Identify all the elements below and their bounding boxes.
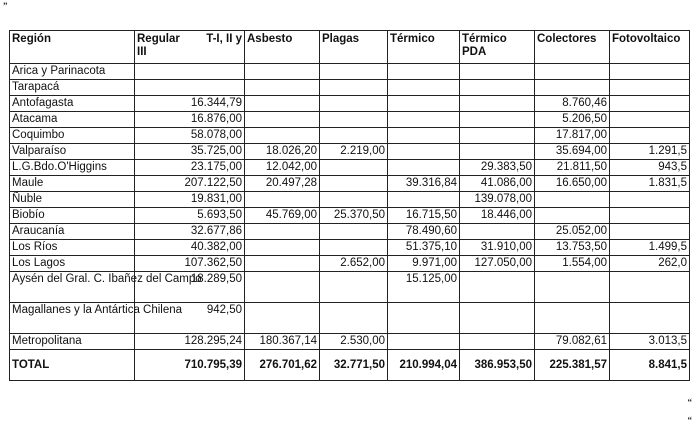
- table-row: [10, 112, 690, 128]
- cell-fotovoltaico: [610, 208, 690, 224]
- cell-region: Maule: [10, 176, 135, 192]
- header-termico-pda: Térmico PDA: [460, 31, 535, 64]
- cell-regular: 207.122,50: [135, 176, 245, 192]
- cell-termico-pda: [460, 128, 535, 144]
- cell-fotovoltaico: 943,5: [610, 160, 690, 176]
- quote-mark-right: “: [687, 397, 692, 407]
- table-row: [10, 80, 690, 96]
- header-regular: [135, 31, 245, 64]
- cell-fotovoltaico: 1.831,5: [610, 176, 690, 192]
- table-header-row: [10, 31, 690, 64]
- header-regular-label: Regular: [137, 33, 180, 45]
- cell-fotovoltaico: 1.291,5: [610, 144, 690, 160]
- total-colectores: 225.381,57: [535, 350, 610, 381]
- cell-plagas: 2.219,00: [320, 144, 388, 160]
- cell-fotovoltaico: [610, 272, 690, 303]
- cell-colectores: 8.760,46: [535, 96, 610, 112]
- table-row: [10, 303, 690, 334]
- cell-colectores: [535, 80, 610, 96]
- header-regular-types: T-I, II y: [206, 33, 242, 45]
- cell-colectores: [535, 272, 610, 303]
- table-row: [10, 64, 690, 80]
- cell-termico-pda: [460, 144, 535, 160]
- cell-colectores: [535, 64, 610, 80]
- table-row: [10, 224, 690, 240]
- cell-asbesto: [245, 64, 320, 80]
- cell-regular: 18.289,50: [135, 272, 245, 303]
- cell-termico: [388, 303, 460, 334]
- cell-colectores: 21.811,50: [535, 160, 610, 176]
- cell-regular: 942,50: [135, 303, 245, 334]
- cell-region: Los Lagos: [10, 256, 135, 272]
- cell-termico: [388, 160, 460, 176]
- table-row: [10, 176, 690, 192]
- cell-asbesto: [245, 272, 320, 303]
- cell-termico: 39.316,84: [388, 176, 460, 192]
- cell-region: Araucanía: [10, 224, 135, 240]
- cell-regular: 5.693,50: [135, 208, 245, 224]
- total-termico: 210.994,04: [388, 350, 460, 381]
- cell-asbesto: [245, 192, 320, 208]
- header-fotovoltaico: Fotovoltaico: [610, 31, 690, 64]
- cell-asbesto: 18.026,20: [245, 144, 320, 160]
- table-row: [10, 160, 690, 176]
- cell-asbesto: 12.042,00: [245, 160, 320, 176]
- cell-region: Coquimbo: [10, 128, 135, 144]
- cell-region: Atacama: [10, 112, 135, 128]
- cell-colectores: [535, 303, 610, 334]
- cell-plagas: [320, 303, 388, 334]
- header-region: Región: [10, 31, 135, 64]
- cell-colectores: 16.650,00: [535, 176, 610, 192]
- cell-plagas: [320, 80, 388, 96]
- cell-fotovoltaico: [610, 303, 690, 334]
- cell-termico-pda: 31.910,00: [460, 240, 535, 256]
- cell-regular: [135, 80, 245, 96]
- cell-plagas: [320, 176, 388, 192]
- cell-termico: 16.715,50: [388, 208, 460, 224]
- cell-termico: [388, 96, 460, 112]
- cell-region: Aysén del Gral. C. Ibañez del Campo: [10, 272, 135, 303]
- header-colectores: Colectores: [535, 31, 610, 64]
- regional-amounts-table: [9, 30, 690, 381]
- cell-plagas: [320, 224, 388, 240]
- cell-asbesto: [245, 128, 320, 144]
- cell-region: L.G.Bdo.O'Higgins: [10, 160, 135, 176]
- cell-asbesto: [245, 303, 320, 334]
- cell-termico-pda: [460, 334, 535, 350]
- quote-mark-bottom-right: “: [687, 415, 692, 425]
- cell-termico-pda: 127.050,00: [460, 256, 535, 272]
- table-row: [10, 192, 690, 208]
- cell-colectores: 17.817,00: [535, 128, 610, 144]
- cell-termico: 78.490,60: [388, 224, 460, 240]
- total-termico-pda: 386.953,50: [460, 350, 535, 381]
- cell-colectores: 79.082,61: [535, 334, 610, 350]
- cell-asbesto: [245, 256, 320, 272]
- cell-regular: 58.078,00: [135, 128, 245, 144]
- cell-plagas: [320, 240, 388, 256]
- cell-termico: [388, 80, 460, 96]
- cell-plagas: [320, 160, 388, 176]
- cell-regular: 35.725,00: [135, 144, 245, 160]
- cell-region: Tarapacá: [10, 80, 135, 96]
- cell-colectores: 1.554,00: [535, 256, 610, 272]
- table-row: [10, 96, 690, 112]
- cell-termico: [388, 128, 460, 144]
- cell-termico: 9.971,00: [388, 256, 460, 272]
- cell-asbesto: [245, 240, 320, 256]
- cell-region: Arica y Parinacota: [10, 64, 135, 80]
- cell-termico-pda: 41.086,00: [460, 176, 535, 192]
- cell-fotovoltaico: 1.499,5: [610, 240, 690, 256]
- cell-asbesto: 180.367,14: [245, 334, 320, 350]
- cell-region: Los Ríos: [10, 240, 135, 256]
- cell-colectores: 25.052,00: [535, 224, 610, 240]
- total-regular: 710.795,39: [135, 350, 245, 381]
- cell-colectores: [535, 192, 610, 208]
- cell-asbesto: [245, 96, 320, 112]
- cell-region: Biobío: [10, 208, 135, 224]
- cell-plagas: 2.652,00: [320, 256, 388, 272]
- cell-fotovoltaico: [610, 64, 690, 80]
- cell-termico: [388, 192, 460, 208]
- quote-mark-top-left: ”: [3, 1, 8, 11]
- cell-fotovoltaico: [610, 112, 690, 128]
- cell-asbesto: 45.769,00: [245, 208, 320, 224]
- cell-region: Antofagasta: [10, 96, 135, 112]
- cell-termico-pda: [460, 64, 535, 80]
- total-row: [10, 350, 690, 381]
- cell-fotovoltaico: [610, 80, 690, 96]
- cell-plagas: 2.530,00: [320, 334, 388, 350]
- cell-region: Valparaíso: [10, 144, 135, 160]
- cell-termico-pda: [460, 272, 535, 303]
- cell-plagas: 25.370,50: [320, 208, 388, 224]
- table-row: [10, 272, 690, 303]
- table-row: [10, 208, 690, 224]
- header-regular-types-cont: III: [137, 46, 147, 58]
- cell-termico-pda: 29.383,50: [460, 160, 535, 176]
- table-row: [10, 256, 690, 272]
- cell-termico-pda: [460, 303, 535, 334]
- table-row: [10, 240, 690, 256]
- cell-termico: [388, 64, 460, 80]
- cell-fotovoltaico: 262,0: [610, 256, 690, 272]
- cell-termico-pda: [460, 80, 535, 96]
- cell-fotovoltaico: 3.013,5: [610, 334, 690, 350]
- header-termico: Térmico: [388, 31, 460, 64]
- table-row: [10, 128, 690, 144]
- total-asbesto: 276.701,62: [245, 350, 320, 381]
- cell-regular: 16.876,00: [135, 112, 245, 128]
- total-plagas: 32.771,50: [320, 350, 388, 381]
- cell-regular: 107.362,50: [135, 256, 245, 272]
- cell-termico-pda: [460, 96, 535, 112]
- cell-plagas: [320, 192, 388, 208]
- cell-asbesto: [245, 112, 320, 128]
- cell-termico-pda: [460, 112, 535, 128]
- cell-plagas: [320, 272, 388, 303]
- cell-fotovoltaico: [610, 96, 690, 112]
- cell-termico: [388, 144, 460, 160]
- cell-asbesto: [245, 224, 320, 240]
- cell-regular: 16.344,79: [135, 96, 245, 112]
- header-asbesto: Asbesto: [245, 31, 320, 64]
- cell-fotovoltaico: [610, 192, 690, 208]
- cell-fotovoltaico: [610, 128, 690, 144]
- cell-plagas: [320, 128, 388, 144]
- cell-termico-pda: 18.446,00: [460, 208, 535, 224]
- cell-termico: 51.375,10: [388, 240, 460, 256]
- cell-colectores: 5.206,50: [535, 112, 610, 128]
- cell-regular: 40.382,00: [135, 240, 245, 256]
- cell-regular: 128.295,24: [135, 334, 245, 350]
- cell-fotovoltaico: [610, 224, 690, 240]
- total-label: TOTAL: [10, 350, 135, 381]
- cell-termico-pda: 139.078,00: [460, 192, 535, 208]
- table-row: [10, 334, 690, 350]
- cell-regular: 23.175,00: [135, 160, 245, 176]
- table-row: [10, 144, 690, 160]
- cell-plagas: [320, 112, 388, 128]
- cell-termico: 15.125,00: [388, 272, 460, 303]
- cell-region: Metropolitana: [10, 334, 135, 350]
- cell-termico-pda: [460, 224, 535, 240]
- cell-regular: 19.831,00: [135, 192, 245, 208]
- cell-colectores: 35.694,00: [535, 144, 610, 160]
- cell-colectores: [535, 208, 610, 224]
- cell-regular: [135, 64, 245, 80]
- cell-termico: [388, 334, 460, 350]
- cell-asbesto: [245, 80, 320, 96]
- cell-region: Ñuble: [10, 192, 135, 208]
- total-fotovoltaico: 8.841,5: [610, 350, 690, 381]
- cell-plagas: [320, 64, 388, 80]
- cell-colectores: 13.753,50: [535, 240, 610, 256]
- cell-region: Magallanes y la Antártica Chilena: [10, 303, 135, 334]
- cell-termico: [388, 112, 460, 128]
- header-plagas: Plagas: [320, 31, 388, 64]
- cell-plagas: [320, 96, 388, 112]
- cell-asbesto: 20.497,28: [245, 176, 320, 192]
- cell-regular: 32.677,86: [135, 224, 245, 240]
